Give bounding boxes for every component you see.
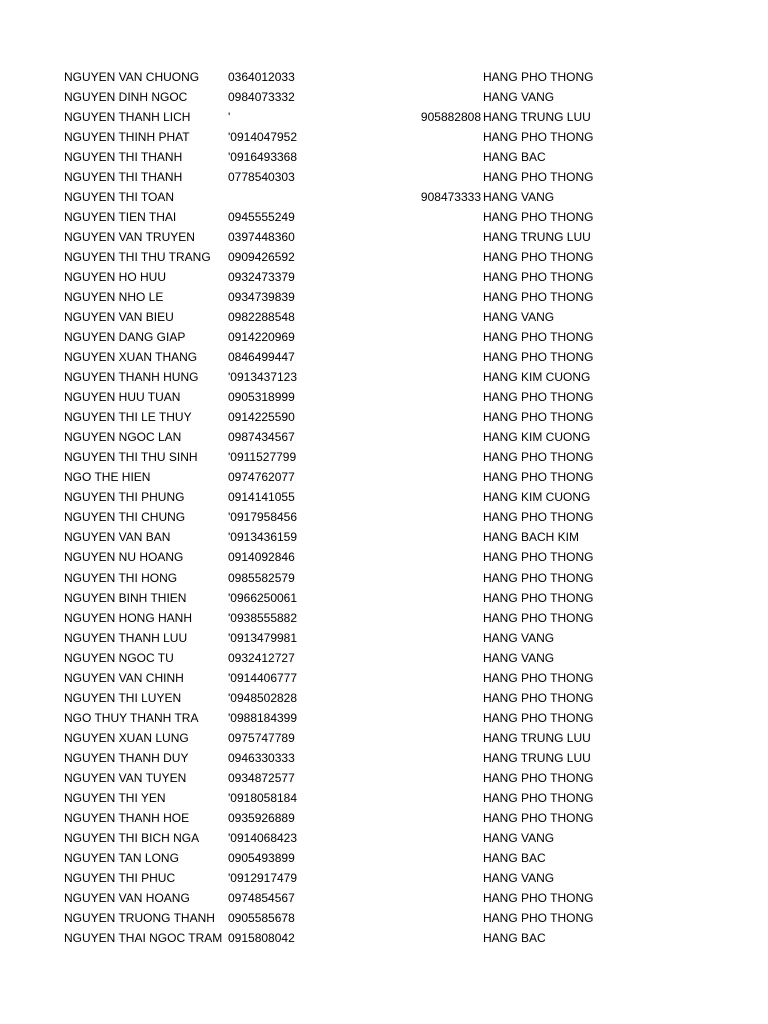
membership-tier-cell[interactable]: HANG PHO THONG	[483, 550, 594, 565]
membership-tier-cell[interactable]: HANG PHO THONG	[483, 70, 594, 84]
table-row	[0, 568, 768, 588]
phone-cell[interactable]: 0982288548	[228, 310, 295, 325]
table-row	[0, 728, 768, 748]
phone-cell[interactable]: '0913436159	[228, 530, 298, 545]
customer-name-cell[interactable]: NGUYEN THI CHUNG	[64, 510, 186, 525]
phone-cell[interactable]: 0974854567	[228, 890, 295, 905]
customer-name-cell[interactable]: NGUYEN VAN BAN	[64, 530, 171, 545]
table-row	[0, 808, 768, 828]
phone-cell[interactable]: '0912917479	[228, 870, 298, 885]
membership-tier-cell[interactable]: HANG PHO THONG	[483, 410, 594, 425]
customer-name-cell[interactable]: NGUYEN THI YEN	[64, 790, 166, 805]
customer-name-cell[interactable]: NGUYEN THI THU TRANG	[64, 250, 211, 265]
customer-name-cell[interactable]: NGO THUY THANH TRA	[64, 710, 199, 725]
phone-cell[interactable]: 0397448360	[228, 230, 295, 245]
table-row	[0, 367, 768, 387]
customer-name-cell[interactable]: NGUYEN THANH HUNG	[64, 370, 199, 385]
phone-cell[interactable]: '0938555882	[228, 610, 298, 625]
membership-tier-cell[interactable]: HANG PHO THONG	[483, 810, 594, 825]
phone-cell[interactable]: 0932412727	[228, 650, 295, 665]
membership-tier-cell[interactable]: HANG PHO THONG	[483, 610, 594, 625]
table-row	[0, 888, 768, 908]
customer-name-cell[interactable]: NGUYEN THAI NGOC TRAM	[64, 930, 223, 945]
table-row	[0, 427, 768, 447]
table-row	[0, 768, 768, 788]
membership-tier-cell[interactable]: HANG PHO THONG	[483, 330, 594, 345]
table-row	[0, 187, 768, 207]
table-row	[0, 668, 768, 688]
customer-name-cell[interactable]: NGO THE HIEN	[64, 470, 151, 485]
customer-name-cell[interactable]: NGUYEN BINH THIEN	[64, 590, 187, 605]
membership-tier-cell[interactable]: HANG PHO THONG	[483, 910, 594, 925]
customer-name-cell[interactable]: NGUYEN THANH HOE	[64, 810, 190, 825]
phone-cell[interactable]: 0364012033	[228, 70, 295, 84]
customer-name-cell[interactable]: NGUYEN NGOC LAN	[64, 430, 182, 445]
table-row	[0, 748, 768, 768]
membership-tier-cell[interactable]: HANG VANG	[483, 190, 555, 205]
customer-name-cell[interactable]: NGUYEN THI LE THUY	[64, 410, 192, 425]
phone-cell[interactable]: 0914220969	[228, 330, 295, 345]
membership-tier-cell[interactable]: HANG PHO THONG	[483, 590, 594, 605]
membership-tier-cell[interactable]: HANG PHO THONG	[483, 170, 594, 185]
membership-tier-cell[interactable]: HANG PHO THONG	[483, 210, 594, 225]
phone-cell[interactable]: '0914068423	[228, 830, 298, 845]
customer-name-cell[interactable]: NGUYEN THANH LUU	[64, 630, 188, 645]
phone-cell[interactable]: 0778540303	[228, 170, 295, 185]
phone-cell[interactable]: 0914225590	[228, 410, 295, 425]
phone-cell[interactable]: '0988184399	[228, 710, 298, 725]
table-row	[0, 487, 768, 507]
customer-name-cell[interactable]: NGUYEN VAN CHINH	[64, 670, 184, 685]
membership-tier-cell[interactable]: HANG VANG	[483, 630, 555, 645]
phone-cell[interactable]: '0914047952	[228, 130, 298, 145]
table-row	[0, 307, 768, 327]
phone-cell[interactable]: 0934739839	[228, 290, 295, 305]
phone-cell[interactable]: '0966250061	[228, 590, 298, 605]
table-row	[0, 708, 768, 728]
customer-name-cell[interactable]: NGUYEN TAN LONG	[64, 850, 179, 865]
customer-name-cell[interactable]: NGUYEN XUAN THANG	[64, 350, 198, 365]
membership-tier-cell[interactable]: HANG PHO THONG	[483, 690, 594, 705]
customer-name-cell[interactable]: NGUYEN NGOC TU	[64, 650, 174, 665]
customer-name-cell[interactable]: NGUYEN DANG GIAP	[64, 330, 186, 345]
table-row	[0, 87, 768, 107]
phone-cell[interactable]: '	[228, 110, 231, 125]
membership-tier-cell[interactable]: HANG PHO THONG	[483, 290, 594, 305]
customer-name-cell[interactable]: NGUYEN NU HOANG	[64, 550, 184, 565]
table-row	[0, 167, 768, 187]
membership-tier-cell[interactable]: HANG PHO THONG	[483, 250, 594, 265]
table-row	[0, 327, 768, 347]
table-row	[0, 588, 768, 608]
membership-tier-cell[interactable]: HANG BAC	[483, 930, 546, 945]
phone-cell[interactable]: 0905318999	[228, 390, 295, 405]
phone-cell[interactable]: 0935926889	[228, 810, 295, 825]
table-row	[0, 447, 768, 467]
phone-number-overflow: 905882808	[420, 110, 481, 125]
table-row	[0, 648, 768, 668]
membership-tier-cell[interactable]: HANG VANG	[483, 870, 555, 885]
phone-cell[interactable]: '0911527799	[228, 450, 297, 465]
table-row	[0, 547, 768, 567]
membership-tier-cell[interactable]: HANG BAC	[483, 850, 546, 865]
phone-cell[interactable]: 0987434567	[228, 430, 295, 445]
phone-number-overflow: 908473333	[420, 190, 481, 205]
customer-name-cell[interactable]: NGUYEN THI THU SINH	[64, 450, 198, 465]
table-row	[0, 287, 768, 307]
membership-tier-cell[interactable]: HANG TRUNG LUU	[483, 750, 591, 765]
table-row	[0, 688, 768, 708]
table-row	[0, 227, 768, 247]
membership-tier-cell[interactable]: HANG TRUNG LUU	[483, 110, 591, 125]
phone-cell[interactable]: '0918058184	[228, 790, 298, 805]
phone-cell[interactable]: '0916493368	[228, 150, 298, 165]
customer-name-cell[interactable]: NGUYEN THI THANH	[64, 150, 183, 165]
customer-name-cell[interactable]: NGUYEN THI TOAN	[64, 190, 175, 205]
membership-tier-cell[interactable]: HANG PHO THONG	[483, 390, 594, 405]
table-row	[0, 928, 768, 948]
customer-name-cell[interactable]: NGUYEN TRUONG THANH	[64, 910, 215, 925]
table-row	[0, 608, 768, 628]
phone-cell[interactable]: '0917958456	[228, 510, 298, 525]
table-row	[0, 247, 768, 267]
membership-tier-cell[interactable]: HANG PHO THONG	[483, 130, 594, 145]
phone-cell[interactable]: 0974762077	[228, 470, 295, 485]
table-row	[0, 387, 768, 407]
table-row	[0, 67, 768, 87]
table-row	[0, 828, 768, 848]
customer-name-cell[interactable]: NGUYEN HONG HANH	[64, 610, 193, 625]
phone-cell[interactable]: 0984073332	[228, 90, 295, 105]
customer-name-cell[interactable]: NGUYEN TIEN THAI	[64, 210, 177, 225]
customer-name-cell[interactable]: NGUYEN VAN BIEU	[64, 310, 174, 325]
phone-cell[interactable]: 0945555249	[228, 210, 295, 225]
table-row	[0, 848, 768, 868]
table-row	[0, 347, 768, 367]
table-row	[0, 868, 768, 888]
phone-cell[interactable]: 0985582579	[228, 570, 295, 585]
customer-name-cell[interactable]: NGUYEN THI PHUNG	[64, 490, 185, 505]
customer-name-cell[interactable]: NGUYEN HO HUU	[64, 270, 167, 285]
phone-cell[interactable]: 0946330333	[228, 750, 295, 765]
membership-tier-cell[interactable]: HANG PHO THONG	[483, 270, 594, 285]
membership-tier-cell[interactable]: HANG PHO THONG	[483, 770, 594, 785]
membership-tier-cell[interactable]: HANG KIM CUONG	[483, 430, 591, 445]
phone-cell[interactable]: 0905493899	[228, 850, 295, 865]
table-row	[0, 527, 768, 547]
customer-name-cell[interactable]: NGUYEN THI BICH NGA	[64, 830, 200, 845]
customer-name-cell[interactable]: NGUYEN XUAN LUNG	[64, 730, 189, 745]
table-row	[0, 127, 768, 147]
table-row	[0, 107, 768, 127]
membership-tier-cell[interactable]: HANG VANG	[483, 650, 555, 665]
membership-tier-cell[interactable]: HANG PHO THONG	[483, 470, 594, 485]
phone-cell[interactable]: 0914092846	[228, 550, 295, 565]
customer-name-cell[interactable]: NGUYEN DINH NGOC	[64, 90, 188, 105]
table-row	[0, 147, 768, 167]
table-row	[0, 628, 768, 648]
membership-tier-cell[interactable]: HANG PHO THONG	[483, 890, 594, 905]
membership-tier-cell[interactable]: HANG PHO THONG	[483, 350, 594, 365]
customer-name-cell[interactable]: NGUYEN THANH DUY	[64, 750, 189, 765]
phone-cell[interactable]: '0913437123	[228, 370, 298, 385]
phone-cell[interactable]: 0914141055	[228, 490, 295, 505]
table-row	[0, 788, 768, 808]
table-row	[0, 908, 768, 928]
membership-tier-cell[interactable]: HANG TRUNG LUU	[483, 230, 591, 245]
membership-tier-cell[interactable]: HANG PHO THONG	[483, 450, 594, 465]
membership-tier-cell[interactable]: HANG VANG	[483, 310, 555, 325]
membership-tier-cell[interactable]: HANG TRUNG LUU	[483, 730, 591, 745]
customer-name-cell[interactable]: NGUYEN VAN TUYEN	[64, 770, 187, 785]
phone-cell[interactable]: '0948502828	[228, 690, 298, 705]
phone-cell[interactable]: 0909426592	[228, 250, 295, 265]
table-row	[0, 207, 768, 227]
customer-name-cell[interactable]: NGUYEN VAN TRUYEN	[64, 230, 195, 245]
membership-tier-cell[interactable]: HANG BACH KIM	[483, 530, 580, 545]
table-row	[0, 467, 768, 487]
membership-tier-cell[interactable]: HANG KIM CUONG	[483, 370, 591, 385]
membership-tier-cell[interactable]: HANG VANG	[483, 90, 555, 105]
customer-name-cell[interactable]: NGUYEN VAN HOANG	[64, 890, 190, 905]
phone-cell[interactable]: 0975747789	[228, 730, 295, 745]
phone-cell[interactable]: 0905585678	[228, 910, 295, 925]
customer-name-cell[interactable]: NGUYEN VAN CHUONG	[64, 70, 200, 84]
customer-name-cell[interactable]: NGUYEN HUU TUAN	[64, 390, 181, 405]
table-row	[0, 407, 768, 427]
membership-tier-cell[interactable]: HANG PHO THONG	[483, 710, 594, 725]
membership-tier-cell[interactable]: HANG PHO THONG	[483, 510, 594, 525]
table-row	[0, 267, 768, 287]
phone-cell[interactable]: 0846499447	[228, 350, 295, 365]
phone-cell[interactable]: '0913479981	[228, 630, 298, 645]
membership-tier-cell[interactable]: HANG VANG	[483, 830, 555, 845]
phone-cell[interactable]: 0932473379	[228, 270, 295, 285]
customer-name-cell[interactable]: NGUYEN THI PHUC	[64, 870, 176, 885]
table-row	[0, 507, 768, 527]
customer-name-cell[interactable]: NGUYEN THI LUYEN	[64, 690, 182, 705]
phone-cell[interactable]: 0934872577	[228, 770, 295, 785]
membership-tier-cell[interactable]: HANG KIM CUONG	[483, 490, 591, 505]
phone-cell[interactable]: '0914406777	[228, 670, 298, 685]
membership-tier-cell[interactable]: HANG BAC	[483, 150, 546, 165]
customer-name-cell[interactable]: NGUYEN THI THANH	[64, 170, 183, 185]
phone-cell[interactable]: 0915808042	[228, 930, 295, 945]
membership-tier-cell[interactable]: HANG PHO THONG	[483, 790, 594, 805]
membership-tier-cell[interactable]: HANG PHO THONG	[483, 670, 594, 685]
customer-name-cell[interactable]: NGUYEN NHO LE	[64, 290, 164, 305]
customer-name-cell[interactable]: NGUYEN THANH LICH	[64, 110, 191, 125]
customer-name-cell[interactable]: NGUYEN THINH PHAT	[64, 130, 190, 145]
customer-name-cell[interactable]: NGUYEN THI HONG	[64, 570, 178, 585]
membership-tier-cell[interactable]: HANG PHO THONG	[483, 570, 594, 585]
